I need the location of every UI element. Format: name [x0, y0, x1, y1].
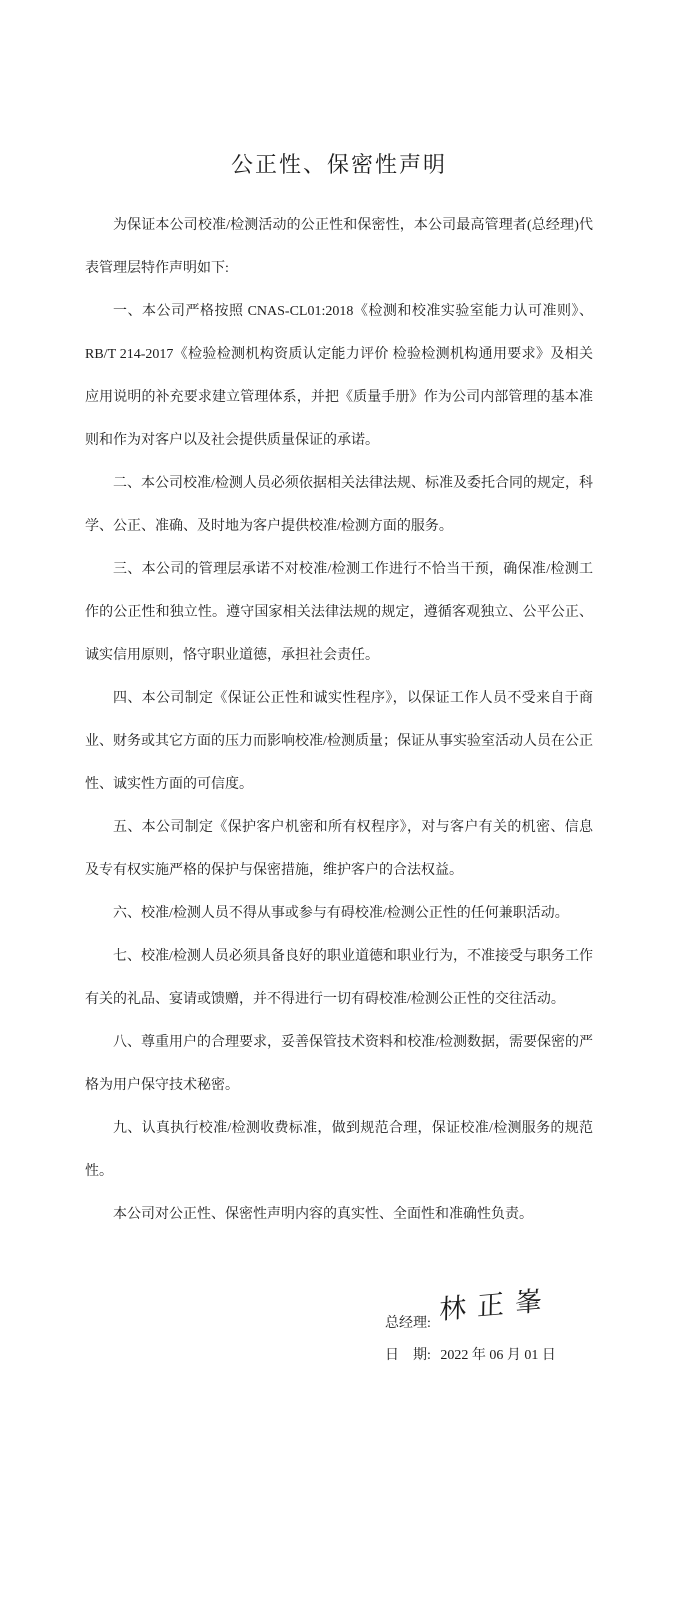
clause-paragraph-2: 二、本公司校准/检测人员必须依据相关法律法规、标准及委托合同的规定，科学、公正、准确、及时地为客户提供校准/检测方面的服务。: [85, 476, 593, 534]
clause-paragraph-3: 三、本公司的管理层承诺不对校准/检测工作进行不恰当干预，确保准/检测工作的公正性和独立性。遵守国家相关法律法规的规定，遵循客观独立、公平公正、诚实信用原则，恪守职业道德，承担社会责任。: [85, 562, 593, 663]
general-manager-label: 总经理:: [385, 1316, 431, 1331]
clause-paragraph-4: 四、本公司制定《保证公正性和诚实性程序》，以保证工作人员不受来自于商业、财务或其它方面的压力而影响校准/检测质量；保证从事实验室活动人员在公正性、诚实性方面的可信度。: [85, 691, 593, 792]
signature-block: [385, 1284, 593, 1370]
closing-paragraph: 本公司对公正性、保密性声明内容的真实性、全面性和准确性负责。: [113, 1207, 533, 1222]
clause-paragraph-9: 九、认真执行校准/检测收费标准，做到规范合理，保证校准/检测服务的规范性。: [85, 1121, 593, 1179]
document-content: [85, 0, 593, 1370]
general-manager-signature: 林正峯: [438, 1284, 554, 1325]
date-row: [385, 1342, 593, 1370]
clause-paragraph-5: 五、本公司制定《保护客户机密和所有权程序》，对与客户有关的机密、信息及专有权实施严格的保护与保密措施，维护客户的合法权益。: [85, 820, 593, 878]
clause-paragraph-8: 八、尊重用户的合理要求，妥善保管技术资料和校准/检测数据，需要保密的严格为用户保守技术秘密。: [85, 1035, 593, 1093]
signature-row: [385, 1284, 593, 1336]
date-label: 日 期:: [385, 1348, 431, 1363]
clause-paragraph-6: 六、校准/检测人员不得从事或参与有碍校准/检测公正性的任何兼职活动。: [113, 906, 569, 921]
page-title: 公正性、保密性声明: [230, 152, 447, 177]
clause-paragraph-7: 七、校准/检测人员必须具备良好的职业道德和职业行为，不准接受与职务工作有关的礼品、宴请或馈赠，并不得进行一切有碍校准/检测公正性的交往活动。: [85, 949, 593, 1007]
clause-paragraph-1: 一、本公司严格按照 CNAS-CL01:2018《检测和校准实验室能力认可准则》、RB/T 214-2017《检验检测机构资质认定能力评价 检验检测机构通用要求》及相关应用说明的补充要求建立管理体系，并把《质量手册》作为公司内部管理的基本准则和作为对客户以及社会提供质量保证的承诺。: [85, 304, 593, 448]
intro-paragraph: 为保证本公司校准/检测活动的公正性和保密性，本公司最高管理者(总经理)代表管理层特作声明如下:: [85, 218, 593, 276]
date-value: 2022 年 06 月 01 日: [440, 1348, 556, 1363]
